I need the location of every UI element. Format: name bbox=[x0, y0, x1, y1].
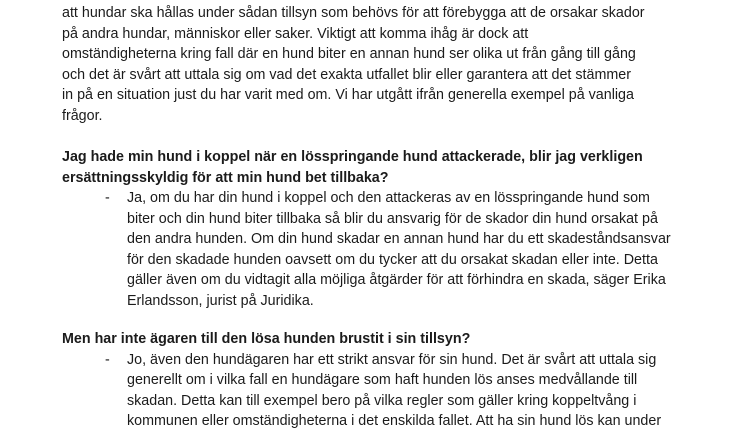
question-line: Jag hade min hund i koppel när en lösspringande hund attackerade, blir jag verkligen bbox=[62, 149, 643, 165]
answer-line: den andra hunden. Om din hund skadar en annan hund har du ett skadeståndsansvar bbox=[127, 231, 671, 247]
answer-text bbox=[127, 350, 708, 432]
intro-line: på andra hundar, människor eller saker. Viktigt att komma ihåg är dock att bbox=[62, 25, 529, 42]
answer-line: kommunen eller omständigheterna i det enskilda fallet. Att ha sin hund lös kan under bbox=[127, 413, 662, 429]
question-line: Men har inte ägaren till den lösa hunden brustit i sin tillsyn? bbox=[62, 331, 471, 347]
answer-line: gäller även om du vidtagit alla möjliga åtgärder för att förhindra en skada, säger Erika bbox=[127, 272, 666, 288]
answer-bullet-2 bbox=[62, 350, 708, 432]
answer-line: skadan. Detta kan till exempel bero på vilka regler som gäller kring koppeltvång i bbox=[127, 392, 637, 409]
intro-line: frågor. bbox=[62, 107, 103, 124]
bullet-dash: - bbox=[105, 351, 110, 368]
answer-line: Erlandsson, jurist på Juridika. bbox=[127, 292, 314, 309]
intro-line: och det är svårt att uttala sig om vad det exakta utfallet blir eller garantera att det stämmer bbox=[62, 66, 631, 83]
answer-line: generellt om i vilka fall en hundägare som haft hunden lös anses medvållande till bbox=[127, 372, 638, 388]
intro-line: in på en situation just du har varit med om. Vi har utgått ifrån generella exempel på vanliga bbox=[62, 87, 634, 103]
question-heading-1 bbox=[62, 147, 708, 188]
answer-text bbox=[127, 188, 708, 311]
intro-line: omständigheterna kring fall där en hund biter en annan hund ser olika ut från gång till gång bbox=[62, 46, 636, 62]
answer-line: Jo, även den hundägaren har ett strikt ansvar för sin hund. Det är svårt att uttala sig bbox=[127, 351, 657, 368]
answer-bullet-1 bbox=[62, 188, 708, 311]
answer-line: Ja, om du har din hund i koppel och den attackeras av en lösspringande hund som bbox=[127, 190, 650, 206]
bullet-dash: - bbox=[105, 190, 110, 206]
question-line: ersättningsskyldig för att min hund bet tillbaka? bbox=[62, 169, 389, 186]
intro-line: att hundar ska hållas under sådan tillsyn som behövs för att förebygga att de orsakar skador bbox=[62, 5, 645, 21]
question-heading-2 bbox=[62, 329, 708, 350]
answer-line: för den skadade hunden oavsett om du tycker att du orsakat skadan eller inte. Detta bbox=[127, 251, 658, 268]
intro-paragraph bbox=[62, 3, 708, 126]
answer-line: biter och din hund biter tillbaka så blir du ansvarig för de skador din hund orsakat på bbox=[127, 210, 658, 227]
